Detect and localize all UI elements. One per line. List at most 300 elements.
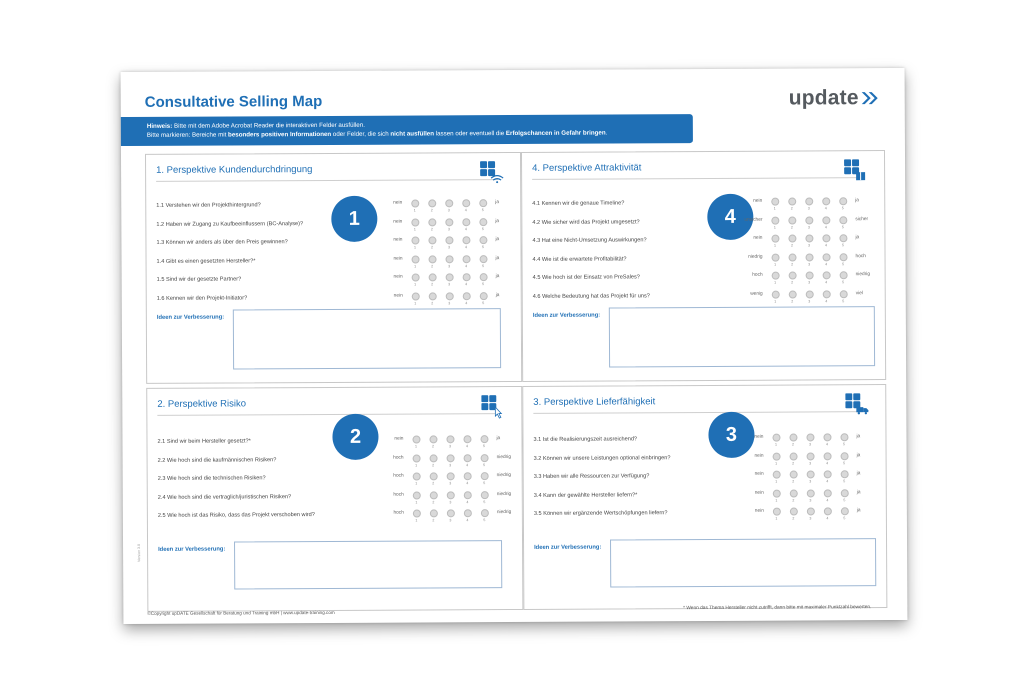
radio-dot[interactable]	[788, 272, 796, 280]
question-text: 2.3 Wie hoch sind die technischen Risiken?	[157, 475, 266, 482]
radio-dot[interactable]	[479, 199, 487, 207]
radio-dot[interactable]	[480, 509, 488, 517]
radio-dot[interactable]	[479, 218, 487, 226]
rating-option[interactable]	[834, 234, 851, 247]
rating-option[interactable]	[802, 452, 819, 465]
rating-option[interactable]	[835, 433, 852, 446]
rating-option[interactable]	[767, 434, 784, 447]
rating-option[interactable]	[408, 491, 425, 504]
rating-number: 4	[465, 300, 468, 305]
scale-left-label: hoch	[393, 473, 404, 479]
rating-option[interactable]	[442, 454, 459, 467]
rating-option[interactable]	[819, 470, 836, 483]
rating-number: 5	[481, 245, 484, 250]
radio-dot[interactable]	[479, 255, 487, 263]
rating-option[interactable]	[818, 290, 835, 303]
rating-option[interactable]	[802, 489, 819, 502]
rating-option[interactable]	[819, 507, 836, 520]
rating-option[interactable]	[766, 235, 783, 248]
radio-dot[interactable]	[839, 234, 847, 242]
scale-left-label: hoch	[393, 510, 404, 516]
rating-option[interactable]	[801, 271, 818, 284]
rating-option[interactable]	[475, 292, 492, 305]
radio-dot[interactable]	[822, 216, 830, 224]
rating-option[interactable]	[818, 433, 835, 446]
rating-option[interactable]	[458, 255, 475, 268]
radio-dot[interactable]	[823, 470, 831, 478]
radio-dot[interactable]	[411, 292, 419, 300]
rating-option[interactable]	[475, 273, 492, 286]
rating-option[interactable]	[476, 509, 493, 522]
rating-option[interactable]	[802, 470, 819, 483]
rating-option[interactable]	[459, 454, 476, 467]
rating-option[interactable]	[441, 273, 458, 286]
rating-number: 4	[825, 280, 828, 285]
rating-option[interactable]	[458, 273, 475, 286]
radio-dot[interactable]	[771, 198, 779, 206]
rating-option[interactable]	[800, 216, 817, 229]
grid-cursor-icon	[481, 395, 505, 424]
rating-scale	[746, 470, 875, 484]
rating-scale	[386, 472, 515, 486]
rating-option[interactable]	[408, 454, 425, 467]
radio-dot[interactable]	[772, 434, 780, 442]
radio-dot[interactable]	[840, 470, 848, 478]
radio-dot[interactable]	[429, 509, 437, 517]
rating-number: 2	[792, 479, 795, 484]
rating-option[interactable]	[442, 491, 459, 504]
radio-dot[interactable]	[771, 253, 779, 261]
rating-option[interactable]	[801, 290, 818, 303]
radio-dot[interactable]	[463, 509, 471, 517]
radio-dot[interactable]	[788, 235, 796, 243]
rating-scale	[384, 236, 513, 250]
rating-option[interactable]	[459, 472, 476, 485]
scale-right-label: ja	[855, 198, 859, 204]
rating-number: 4	[464, 245, 467, 250]
rating-option[interactable]	[423, 236, 440, 249]
radio-dot[interactable]	[823, 433, 831, 441]
rating-option[interactable]	[476, 454, 493, 467]
radio-dot[interactable]	[462, 292, 470, 300]
radio-dot[interactable]	[822, 234, 830, 242]
scale-right-label: sicher	[855, 216, 869, 222]
rating-option[interactable]	[784, 271, 801, 284]
rating-option[interactable]	[834, 216, 851, 229]
rating-option[interactable]	[784, 253, 801, 266]
rating-option[interactable]	[424, 255, 441, 268]
rating-option[interactable]	[835, 271, 852, 284]
rating-option[interactable]	[407, 435, 424, 448]
radio-dot[interactable]	[822, 197, 830, 205]
rating-number: 3	[449, 499, 452, 504]
rating-option[interactable]	[474, 199, 491, 212]
radio-dot[interactable]	[805, 197, 813, 205]
rating-option[interactable]	[424, 273, 441, 286]
radio-dot[interactable]	[446, 435, 454, 443]
hint-text-1: Bitte mit dem Adobe Acrobat Reader die interaktiven Felder ausfüllen.	[172, 121, 365, 130]
radio-dot[interactable]	[788, 216, 796, 224]
scale-left-label: niedrig	[748, 254, 763, 260]
radio-dot[interactable]	[805, 216, 813, 224]
radio-dot[interactable]	[412, 435, 420, 443]
radio-dot[interactable]	[771, 216, 779, 224]
radio-dot[interactable]	[771, 290, 779, 298]
radio-dot[interactable]	[462, 199, 470, 207]
rating-number: 5	[843, 460, 846, 465]
rating-option[interactable]	[458, 435, 475, 448]
rating-option[interactable]	[819, 452, 836, 465]
rating-option[interactable]	[836, 507, 853, 520]
panel-3	[146, 386, 523, 612]
rating-number: 4	[465, 263, 468, 268]
rating-option[interactable]	[801, 433, 818, 446]
rating-option[interactable]	[425, 472, 442, 485]
radio-dot[interactable]	[462, 218, 470, 226]
rating-number: 4	[826, 460, 829, 465]
rating-option[interactable]	[767, 272, 784, 285]
rating-option[interactable]	[424, 435, 441, 448]
radio-dot[interactable]	[789, 508, 797, 516]
radio-dot[interactable]	[772, 489, 780, 497]
radio-dot[interactable]	[772, 471, 780, 479]
rating-option[interactable]	[457, 199, 474, 212]
rating-option[interactable]	[818, 253, 835, 266]
radio-dot[interactable]	[412, 472, 420, 480]
rating-option[interactable]	[459, 509, 476, 522]
radio-dot[interactable]	[822, 290, 830, 298]
radio-dot[interactable]	[839, 253, 847, 261]
rating-option[interactable]	[835, 290, 852, 303]
rating-option[interactable]	[458, 292, 475, 305]
rating-option[interactable]	[766, 198, 783, 211]
rating-option[interactable]	[408, 509, 425, 522]
radio-dot[interactable]	[822, 253, 830, 261]
radio-dot[interactable]	[480, 491, 488, 499]
rating-option[interactable]	[442, 472, 459, 485]
ideas-input[interactable]	[233, 308, 501, 369]
rating-option[interactable]	[407, 255, 424, 268]
radio-dot[interactable]	[840, 489, 848, 497]
rating-scale	[744, 197, 873, 211]
rating-number: 5	[841, 206, 844, 211]
rating-option[interactable]	[423, 199, 440, 212]
rating-number: 4	[466, 518, 469, 523]
rating-option[interactable]	[767, 290, 784, 303]
radio-dot[interactable]	[805, 271, 813, 279]
rating-option[interactable]	[817, 216, 834, 229]
rating-option[interactable]	[785, 452, 802, 465]
radio-dot[interactable]	[411, 199, 419, 207]
radio-dot[interactable]	[411, 218, 419, 226]
rating-option[interactable]	[474, 218, 491, 231]
rating-number: 2	[792, 498, 795, 503]
panel-2	[521, 150, 886, 382]
rating-option[interactable]	[785, 507, 802, 520]
rating-option[interactable]	[783, 197, 800, 210]
radio-dot[interactable]	[463, 435, 471, 443]
rating-number: 4	[824, 224, 827, 229]
rating-option[interactable]	[784, 433, 801, 446]
rating-option[interactable]	[783, 216, 800, 229]
rating-number: 1	[414, 301, 417, 306]
scale-right-label: hoch	[855, 253, 866, 259]
rating-option[interactable]	[768, 508, 785, 521]
radio-dot[interactable]	[822, 271, 830, 279]
rating-option[interactable]	[407, 273, 424, 286]
radio-dot[interactable]	[412, 491, 420, 499]
rating-number: 2	[432, 481, 435, 486]
rating-option[interactable]	[817, 234, 834, 247]
rating-number: 3	[447, 208, 450, 213]
radio-dot[interactable]	[411, 273, 419, 281]
radio-dot[interactable]	[445, 273, 453, 281]
radio-dot[interactable]	[806, 489, 814, 497]
scale-left-label: nein	[754, 508, 764, 514]
radio-dot[interactable]	[428, 218, 436, 226]
radio-dot[interactable]	[805, 234, 813, 242]
hint-text-2g: .	[605, 129, 608, 137]
rating-option[interactable]	[407, 292, 424, 305]
panel-1	[145, 152, 522, 384]
rating-option[interactable]	[800, 234, 817, 247]
radio-dot[interactable]	[428, 292, 436, 300]
radio-dot[interactable]	[428, 273, 436, 281]
ideas-input[interactable]	[234, 540, 502, 589]
radio-dot[interactable]	[463, 454, 471, 462]
question-text: 2.4 Wie hoch sind die vertraglich/juristischen Risiken?	[157, 493, 292, 501]
ideas-input[interactable]	[609, 306, 875, 367]
radio-dot[interactable]	[839, 290, 847, 298]
rating-number: 2	[432, 499, 435, 504]
radio-dot[interactable]	[771, 235, 779, 243]
radio-dot[interactable]	[840, 433, 848, 441]
question-text: 4.6 Welche Bedeutung hat das Projekt für uns?	[532, 292, 650, 300]
radio-dot[interactable]	[788, 290, 796, 298]
rating-option[interactable]	[767, 253, 784, 266]
rating-option[interactable]	[474, 236, 491, 249]
radio-dot[interactable]	[823, 452, 831, 460]
rating-option[interactable]	[442, 509, 459, 522]
rating-option[interactable]	[459, 491, 476, 504]
rating-option[interactable]	[406, 236, 423, 249]
rating-option[interactable]	[819, 489, 836, 502]
rating-option[interactable]	[834, 197, 851, 210]
rating-option[interactable]	[785, 470, 802, 483]
rating-option[interactable]	[476, 472, 493, 485]
rating-option[interactable]	[802, 507, 819, 520]
scale-right-label: ja	[856, 489, 861, 495]
radio-dot[interactable]	[823, 489, 831, 497]
rating-number: 5	[841, 243, 844, 248]
radio-dot[interactable]	[839, 216, 847, 224]
question-text: 4.1 Kennen wir die genaue Timeline?	[532, 200, 625, 207]
radio-dot[interactable]	[772, 508, 780, 516]
radio-dot[interactable]	[429, 472, 437, 480]
radio-dot[interactable]	[412, 454, 420, 462]
radio-dot[interactable]	[839, 197, 847, 205]
rating-option[interactable]	[441, 435, 458, 448]
rating-number: 5	[482, 300, 485, 305]
radio-dot[interactable]	[479, 292, 487, 300]
ideas-label: Ideen zur Verbesserung:	[156, 314, 225, 321]
radio-dot[interactable]	[446, 454, 454, 462]
hint-text-2c: oder Felder, die sich	[331, 130, 391, 138]
rating-scale	[386, 509, 515, 523]
rating-option[interactable]	[766, 216, 783, 229]
rating-option[interactable]	[423, 218, 440, 231]
rating-option[interactable]	[440, 199, 457, 212]
ideas-label: Ideen zur Verbesserung:	[532, 312, 601, 319]
radio-dot[interactable]	[411, 255, 419, 263]
question-text: 1.2 Haben wir Zugang zu Kaufbeeinflussern (BC-Analyse)?	[156, 220, 304, 228]
radio-dot[interactable]	[462, 273, 470, 281]
radio-dot[interactable]	[480, 472, 488, 480]
radio-dot[interactable]	[789, 452, 797, 460]
rating-scale	[745, 253, 874, 267]
rating-option[interactable]	[768, 489, 785, 502]
rating-option[interactable]	[406, 218, 423, 231]
question-text: 1.3 Können wir anders als über den Preis gewinnen?	[156, 239, 288, 246]
radio-dot[interactable]	[480, 435, 488, 443]
radio-dot[interactable]	[805, 290, 813, 298]
rating-option[interactable]	[768, 452, 785, 465]
rating-number: 3	[448, 300, 451, 305]
radio-dot[interactable]	[412, 509, 420, 517]
radio-dot[interactable]	[806, 433, 814, 441]
radio-dot[interactable]	[463, 472, 471, 480]
rating-number: 4	[466, 444, 469, 449]
radio-dot[interactable]	[429, 435, 437, 443]
logo-text: update	[788, 86, 859, 110]
radio-dot[interactable]	[788, 198, 796, 206]
radio-dot[interactable]	[446, 509, 454, 517]
rating-scale	[745, 290, 874, 304]
radio-dot[interactable]	[428, 255, 436, 263]
rating-option[interactable]	[784, 290, 801, 303]
scale-left-label: hoch	[393, 455, 404, 461]
rating-option[interactable]	[425, 454, 442, 467]
radio-dot[interactable]	[479, 273, 487, 281]
hint-text-2d: nicht ausfüllen	[390, 130, 435, 138]
radio-dot[interactable]	[429, 491, 437, 499]
rating-option[interactable]	[783, 234, 800, 247]
question-text: 3.3 Haben wir alle Ressourcen zur Verfügung?	[533, 473, 650, 480]
ideas-input[interactable]	[610, 538, 876, 587]
rating-option[interactable]	[800, 197, 817, 210]
radio-dot[interactable]	[772, 452, 780, 460]
radio-dot[interactable]	[789, 471, 797, 479]
radio-dot[interactable]	[411, 236, 419, 244]
radio-dot[interactable]	[445, 218, 453, 226]
scale-left-label: nein	[393, 274, 403, 280]
radio-dot[interactable]	[788, 253, 796, 261]
rating-number: 1	[775, 516, 778, 521]
rating-option[interactable]	[425, 491, 442, 504]
radio-dot[interactable]	[789, 489, 797, 497]
radio-dot[interactable]	[771, 272, 779, 280]
radio-dot[interactable]	[446, 491, 454, 499]
radio-dot[interactable]	[462, 255, 470, 263]
rating-option[interactable]	[425, 509, 442, 522]
radio-dot[interactable]	[839, 271, 847, 279]
rating-option[interactable]	[836, 452, 853, 465]
radio-dot[interactable]	[445, 199, 453, 207]
radio-dot[interactable]	[840, 452, 848, 460]
rating-option[interactable]	[768, 471, 785, 484]
rating-option[interactable]	[475, 435, 492, 448]
rating-option[interactable]	[818, 271, 835, 284]
radio-dot[interactable]	[446, 472, 454, 480]
radio-dot[interactable]	[445, 292, 453, 300]
radio-dot[interactable]	[806, 452, 814, 460]
radio-dot[interactable]	[840, 507, 848, 515]
rating-number: 3	[448, 282, 451, 287]
grid-truck-icon	[845, 393, 869, 422]
rating-option[interactable]	[440, 236, 457, 249]
radio-dot[interactable]	[789, 434, 797, 442]
rating-option[interactable]	[836, 489, 853, 502]
rating-option[interactable]	[457, 236, 474, 249]
rating-number: 4	[465, 282, 468, 287]
rating-scale	[744, 234, 873, 248]
rating-number: 5	[483, 462, 486, 467]
question-text: 4.3 Hat eine Nicht-Umsetzung Auswirkungen?	[532, 237, 647, 244]
rating-option[interactable]	[785, 489, 802, 502]
radio-dot[interactable]	[445, 255, 453, 263]
rating-number: 1	[773, 206, 776, 211]
rating-number: 2	[431, 300, 434, 305]
radio-dot[interactable]	[463, 491, 471, 499]
radio-dot[interactable]	[805, 253, 813, 261]
rating-number: 2	[432, 444, 435, 449]
radio-dot[interactable]	[806, 470, 814, 478]
rating-option[interactable]	[406, 199, 423, 212]
radio-dot[interactable]	[480, 454, 488, 462]
rating-option[interactable]	[476, 491, 493, 504]
scale-right-label: ja	[495, 292, 500, 298]
rating-option[interactable]	[475, 255, 492, 268]
rating-number: 5	[482, 263, 485, 268]
radio-dot[interactable]	[462, 236, 470, 244]
update-logo	[789, 86, 879, 110]
rating-option[interactable]	[835, 253, 852, 266]
radio-dot[interactable]	[823, 507, 831, 515]
radio-dot[interactable]	[806, 507, 814, 515]
rating-option[interactable]	[424, 292, 441, 305]
rating-option[interactable]	[440, 218, 457, 231]
grid-wifi-icon	[480, 161, 504, 190]
rating-option[interactable]	[801, 253, 818, 266]
rating-option[interactable]	[457, 218, 474, 231]
radio-dot[interactable]	[428, 199, 436, 207]
radio-dot[interactable]	[445, 236, 453, 244]
rating-option[interactable]	[441, 255, 458, 268]
rating-scale	[386, 490, 515, 504]
rating-number: 3	[807, 206, 810, 211]
panel-title: 3. Perspektive Lieferfähigkeit	[533, 396, 656, 408]
rating-option[interactable]	[836, 470, 853, 483]
radio-dot[interactable]	[429, 454, 437, 462]
rating-option[interactable]	[441, 292, 458, 305]
radio-dot[interactable]	[428, 236, 436, 244]
version-label: Version 3.0	[137, 543, 142, 562]
radio-dot[interactable]	[479, 236, 487, 244]
rating-number: 2	[432, 518, 435, 523]
rating-option[interactable]	[408, 472, 425, 485]
scale-left-label: nein	[754, 453, 764, 459]
rating-option[interactable]	[817, 197, 834, 210]
